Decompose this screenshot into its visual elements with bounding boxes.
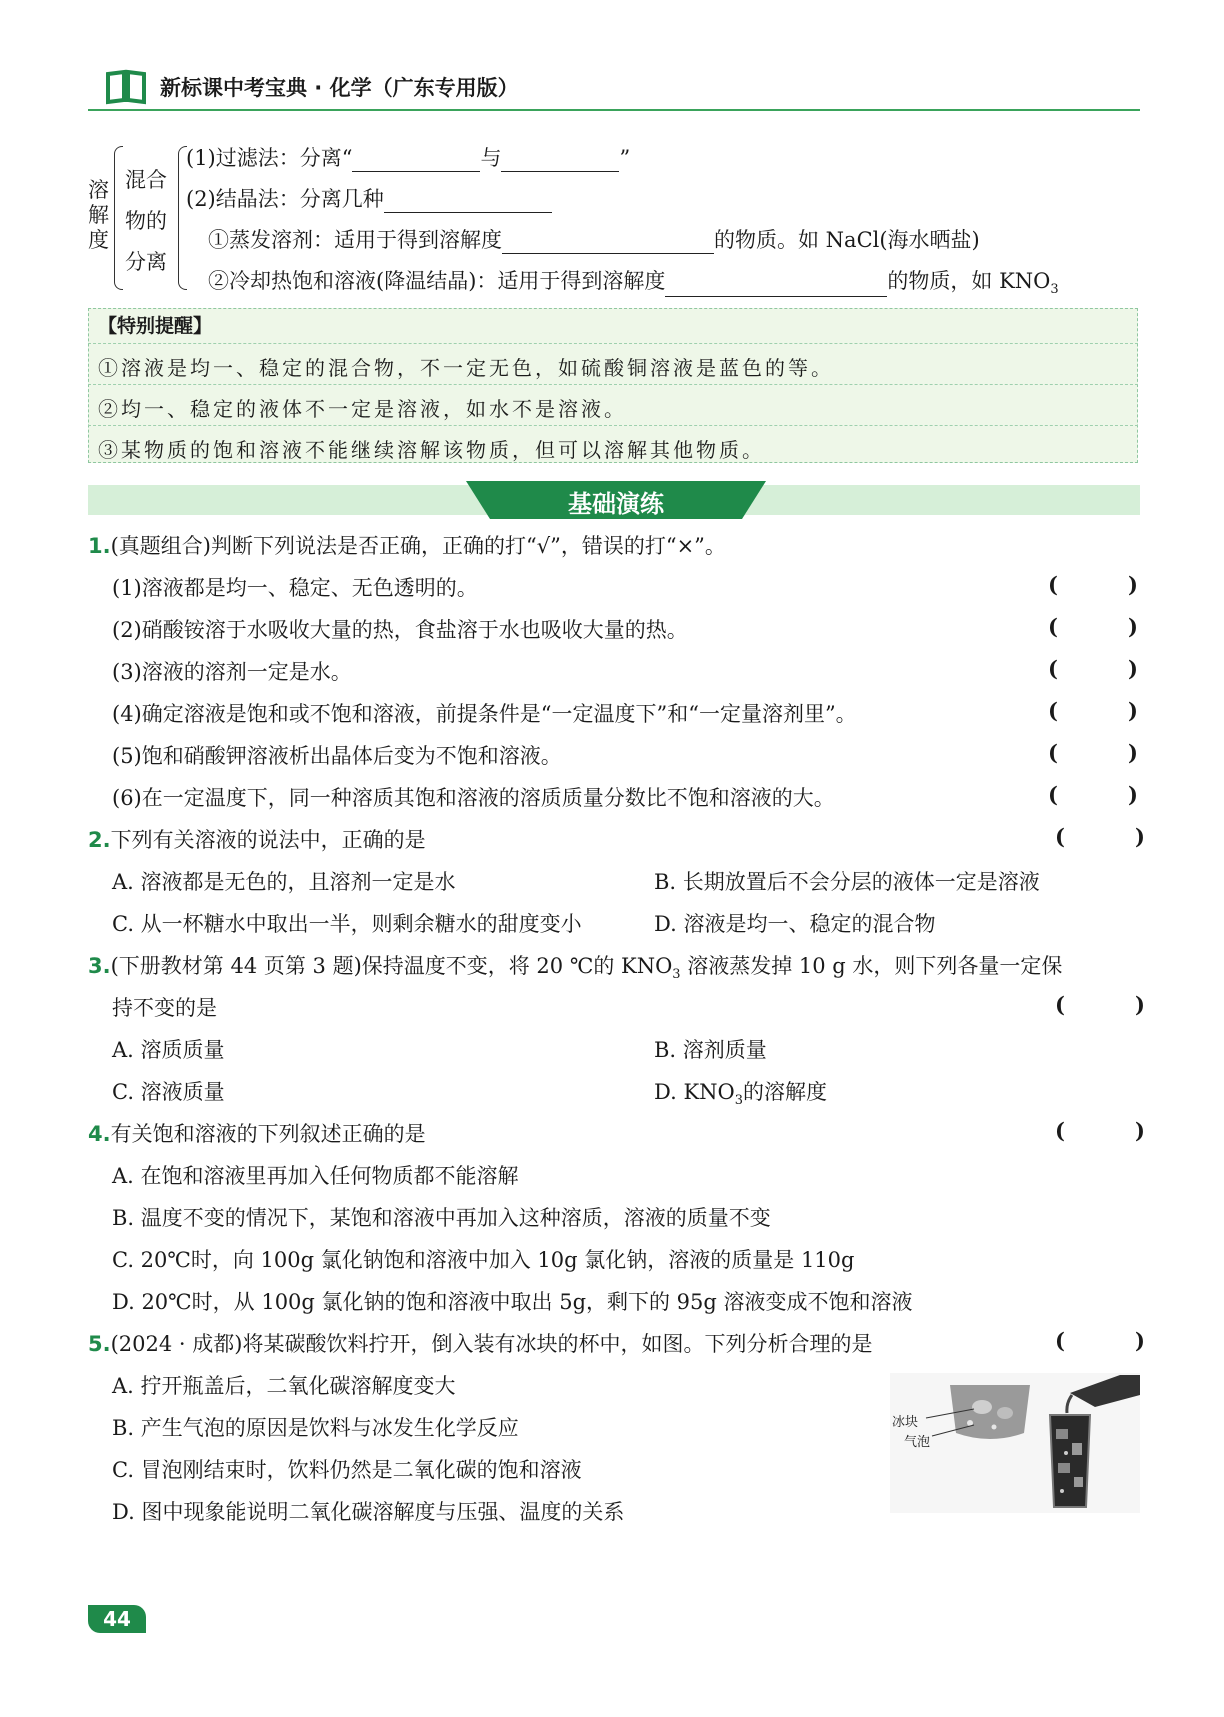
summary-line-filtration: (1)过滤法：分离“ 与 ” xyxy=(186,146,631,170)
answer-parens[interactable]: ( ) xyxy=(1048,656,1138,681)
blank-4[interactable] xyxy=(502,233,714,254)
q5-option-c: C. 冒泡刚结束时，饮料仍然是二氧化碳的饱和溶液 xyxy=(112,1458,582,1482)
tips-divider xyxy=(88,425,1138,426)
summary-line-evaporation: ①蒸发溶剂：适用于得到溶解度 的物质。如 NaCl(海水晒盐) xyxy=(208,228,980,252)
q1-item-2: (2)硝酸铵溶于水吸收大量的热，食盐溶于水也吸收大量的热。 xyxy=(112,618,688,642)
question-3-stem-cont: 持不变的是 xyxy=(112,996,217,1020)
question-4-stem: 4.有关饱和溶液的下列叙述正确的是 xyxy=(88,1122,426,1146)
tips-divider xyxy=(88,384,1138,385)
figure-label-bubble: 气泡 xyxy=(904,1435,931,1450)
tip-item: ②均一、稳定的液体不一定是溶液，如水不是溶液。 xyxy=(98,397,627,421)
q4-option-d: D. 20℃时，从 100g 氯化钠的饱和溶液中取出 5g，剩下的 95g 溶液变成不饱和溶液 xyxy=(112,1290,913,1314)
q2-option-a: A. 溶液都是无色的，且溶剂一定是水 xyxy=(112,870,456,894)
q1-item-1: (1)溶液都是均一、稳定、无色透明的。 xyxy=(112,576,478,600)
blank-1[interactable] xyxy=(352,151,480,172)
summary-line-cooling: ②冷却热饱和溶液(降温结晶)：适用于得到溶解度 的物质，如 $KNO_3$ xyxy=(208,269,1059,298)
header-title: 新标课中考宝典 · 化学（广东专用版） xyxy=(160,76,519,100)
question-3-stem: 3.(下册教材第 44 页第 3 题)保持温度不变，将 20 ℃的 $KNO_3$ 溶液蒸发掉 10 g 水，则下列各量一定保 xyxy=(88,954,1063,983)
summary-line-crystallization: (2)结晶法：分离几种 xyxy=(186,183,552,213)
section-title: 基础演练 xyxy=(568,490,664,518)
q4-option-b: B. 温度不变的情况下，某饱和溶液中再加入这种溶质，溶液的质量不变 xyxy=(112,1206,771,1230)
question-1-stem: 1.(真题组合)判断下列说法是否正确，正确的打“√”，错误的打“×”。 xyxy=(88,534,726,558)
blank-5[interactable] xyxy=(665,276,887,297)
q5-option-b: B. 产生气泡的原因是饮料与冰发生化学反应 xyxy=(112,1416,519,1440)
q4-option-c: C. 20℃时，向 100g 氯化钠饱和溶液中加入 10g 氯化钠，溶液的质量是 110g xyxy=(112,1248,855,1272)
q1-item-3: (3)溶液的溶剂一定是水。 xyxy=(112,660,352,684)
tip-item: ①溶液是均一、稳定的混合物，不一定无色，如硫酸铜溶液是蓝色的等。 xyxy=(98,356,834,380)
answer-parens[interactable]: ( ) xyxy=(1048,572,1138,597)
answer-parens[interactable]: ( ) xyxy=(1055,992,1145,1017)
answer-parens[interactable]: ( ) xyxy=(1048,740,1138,765)
question-5-stem: 5.(2024 · 成都)将某碳酸饮料拧开，倒入装有冰块的杯中，如图。下列分析合理的是 xyxy=(88,1332,873,1356)
q1-item-5: (5)饱和硝酸钾溶液析出晶体后变为不饱和溶液。 xyxy=(112,744,562,768)
q3-option-b: B. 溶剂质量 xyxy=(654,1038,767,1062)
q5-option-a: A. 拧开瓶盖后，二氧化碳溶解度变大 xyxy=(112,1374,456,1398)
q4-option-a: A. 在饱和溶液里再加入任何物质都不能溶解 xyxy=(112,1164,519,1188)
blank-2[interactable] xyxy=(501,151,619,172)
answer-parens[interactable]: ( ) xyxy=(1048,614,1138,639)
q5-option-d: D. 图中现象能说明二氧化碳溶解度与压强、温度的关系 xyxy=(112,1500,625,1524)
answer-parens[interactable]: ( ) xyxy=(1048,782,1138,807)
q2-option-c: C. 从一杯糖水中取出一半，则剩余糖水的甜度变小 xyxy=(112,912,582,936)
q1-item-4: (4)确定溶液是饱和或不饱和溶液，前提条件是“一定温度下”和“一定量溶剂里”。 xyxy=(112,702,857,726)
q3-option-c: C. 溶液质量 xyxy=(112,1080,225,1104)
q1-item-6: (6)在一定温度下，同一种溶质其饱和溶液的溶质质量分数比不饱和溶液的大。 xyxy=(112,786,835,810)
tip-item: ③某物质的饱和溶液不能继续溶解该物质，但可以溶解其他物质。 xyxy=(98,438,765,462)
figure-label-ice: 冰块 xyxy=(892,1415,919,1430)
q2-option-b: B. 长期放置后不会分层的液体一定是溶液 xyxy=(654,870,1040,894)
tips-divider xyxy=(88,343,1138,344)
outer-brace xyxy=(114,146,123,290)
tips-title: 【特别提醒】 xyxy=(98,315,213,337)
vertical-label-solubility: 溶解度 xyxy=(88,178,109,252)
answer-parens[interactable]: ( ) xyxy=(1055,1118,1145,1143)
q2-option-d: D. 溶液是均一、稳定的混合物 xyxy=(654,912,936,936)
answer-parens[interactable]: ( ) xyxy=(1055,824,1145,849)
vertical-label-separation: 混合物的分离 xyxy=(125,168,167,274)
blank-3[interactable] xyxy=(384,192,552,213)
answer-parens[interactable]: ( ) xyxy=(1055,1328,1145,1353)
book-logo-icon xyxy=(104,66,148,106)
q3-option-d: D. $KNO_3$的溶解度 xyxy=(654,1080,827,1109)
q3-option-a: A. 溶质质量 xyxy=(112,1038,225,1062)
answer-parens[interactable]: ( ) xyxy=(1048,698,1138,723)
header-divider xyxy=(88,109,1140,111)
page-number-badge: 44 xyxy=(88,1605,146,1633)
question-2-stem: 2.下列有关溶液的说法中，正确的是 xyxy=(88,828,426,852)
